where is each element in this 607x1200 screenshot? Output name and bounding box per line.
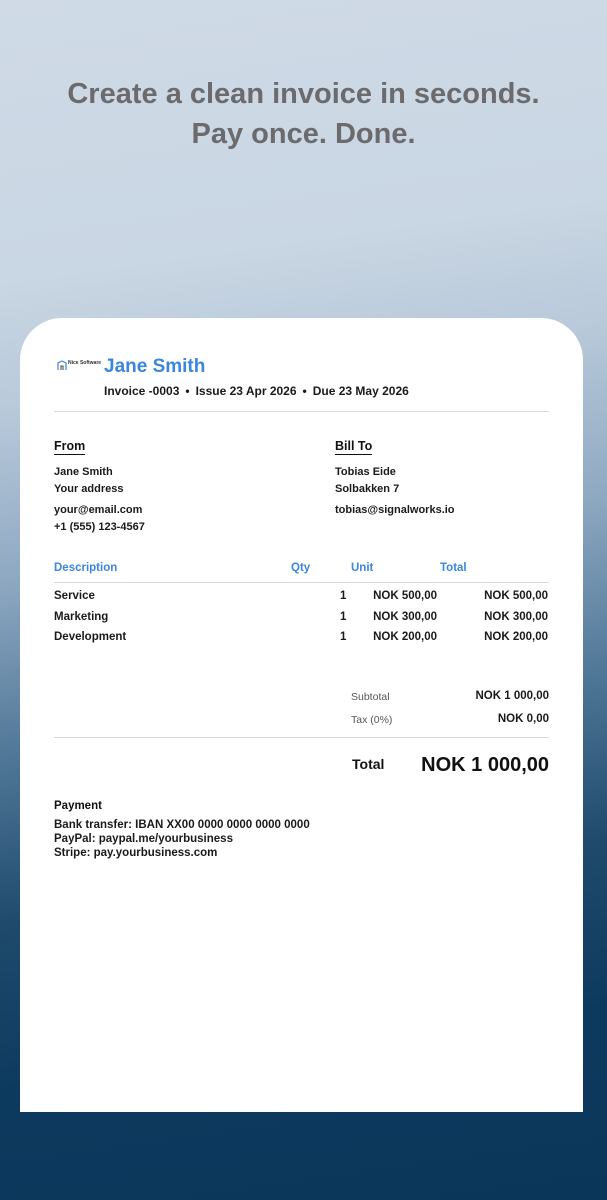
item-description: Service (54, 590, 95, 602)
table-row (20, 631, 583, 651)
item-description: Development (54, 631, 127, 643)
payment-paypal: PayPal: paypal.me/yourbusiness (54, 833, 233, 845)
bill-to-name: Tobias Eide (335, 466, 396, 478)
from-phone: +1 (555) 123-4567 (54, 521, 145, 533)
column-header-unit: Unit (351, 562, 374, 574)
tax-value: NOK 0,00 (497, 713, 549, 725)
item-total: NOK 500,00 (484, 590, 548, 602)
invoice-card (20, 318, 583, 1112)
logo-mark-icon (56, 360, 68, 372)
sender-name: Jane Smith (104, 356, 206, 377)
table-row (20, 590, 583, 610)
from-label: From (54, 439, 86, 453)
from-address: Your address (54, 483, 124, 495)
totals-divider (54, 737, 549, 738)
item-qty: 1 (340, 611, 347, 623)
subtotal-label: Subtotal (351, 691, 390, 703)
item-total: NOK 300,00 (484, 611, 548, 623)
total-label: Total (352, 756, 385, 772)
header-divider (54, 411, 549, 412)
meta-separator: • (185, 384, 190, 398)
company-logo (56, 360, 102, 376)
tax-label: Tax (0%) (351, 714, 393, 726)
headline-line-1: Create a clean invoice in seconds. (67, 78, 540, 110)
item-unit: NOK 300,00 (373, 611, 437, 623)
due-date: Due 23 May 2026 (312, 384, 409, 398)
headline (0, 74, 607, 154)
item-qty: 1 (340, 590, 347, 602)
table-header-divider (54, 582, 549, 583)
item-qty: 1 (340, 631, 347, 643)
item-total: NOK 200,00 (484, 631, 548, 643)
logo-text: Nice Software (68, 360, 102, 366)
from-name: Jane Smith (54, 466, 113, 478)
headline-line-2: Pay once. Done. (191, 118, 416, 150)
bill-to-email: tobias@signalworks.io (335, 504, 455, 516)
table-row (20, 611, 583, 631)
subtotal-value: NOK 1 000,00 (475, 690, 549, 702)
issue-date: Issue 23 Apr 2026 (195, 384, 297, 398)
meta-separator: • (302, 384, 307, 398)
column-header-qty: Qty (291, 562, 311, 574)
payment-section (54, 800, 310, 860)
bill-to-label: Bill To (335, 439, 373, 453)
column-header-total: Total (440, 562, 467, 574)
item-unit: NOK 200,00 (373, 631, 437, 643)
payment-stripe: Stripe: pay.yourbusiness.com (54, 847, 218, 859)
item-description: Marketing (54, 611, 109, 623)
bill-to-address: Solbakken 7 (335, 483, 400, 495)
from-email: your@email.com (54, 504, 143, 516)
column-header-description: Description (54, 562, 118, 574)
invoice-meta (104, 384, 409, 398)
total-value: NOK 1 000,00 (421, 754, 549, 776)
payment-title: Payment (54, 800, 102, 812)
invoice-number: Invoice -0003 (104, 384, 180, 398)
item-unit: NOK 500,00 (373, 590, 437, 602)
payment-bank-transfer: Bank transfer: IBAN XX00 0000 0000 0000 0000 (54, 819, 310, 831)
